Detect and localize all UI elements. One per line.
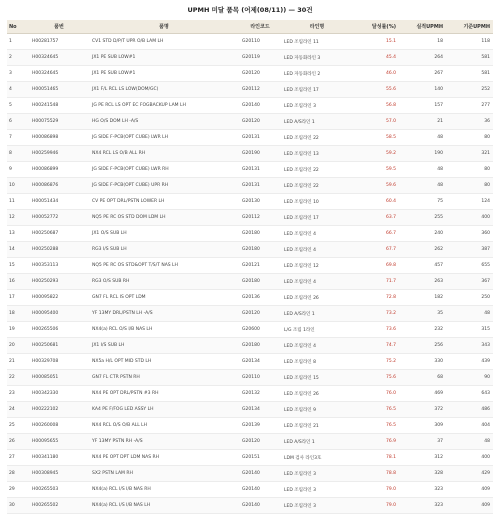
- part-number-cell: H00086899: [29, 162, 89, 178]
- table-row[interactable]: [7, 466, 493, 482]
- row-no-cell: 4: [7, 82, 29, 98]
- part-name-cell: JX1 I/S SUB LH: [89, 338, 239, 354]
- standard-upmh-cell: 252: [446, 82, 493, 98]
- standard-upmh-cell: 80: [446, 178, 493, 194]
- line-name-cell: LED 조립라인 3: [281, 466, 353, 482]
- line-code-cell: G20139: [239, 418, 281, 434]
- row-no-cell: 3: [7, 66, 29, 82]
- row-no-cell: 11: [7, 194, 29, 210]
- achievement-rate-cell: 78.1: [353, 450, 399, 466]
- line-name-cell: LED 조립라인 3: [281, 98, 353, 114]
- line-name-cell: LED 조립라인 22: [281, 162, 353, 178]
- achievement-rate-cell: 59.2: [353, 146, 399, 162]
- line-name-cell: LED 조립라인 22: [281, 178, 353, 194]
- table-row[interactable]: [7, 82, 493, 98]
- line-code-cell: G20112: [239, 210, 281, 226]
- line-code-cell: G20131: [239, 130, 281, 146]
- line-name-cell: LED 조립라인 21: [281, 418, 353, 434]
- part-name-cell: NQ5 PE RC OS STD&OPT T/S/T NAS LH: [89, 258, 239, 274]
- standard-upmh-cell: 250: [446, 290, 493, 306]
- table-row[interactable]: [7, 354, 493, 370]
- table-row[interactable]: [7, 146, 493, 162]
- line-name-cell: LED 조립라인 10: [281, 194, 353, 210]
- table-row[interactable]: [7, 34, 493, 50]
- part-name-cell: JG SIDE F-PCB(OPT CUBE) LWR LH: [89, 130, 239, 146]
- actual-upmh-cell: 469: [399, 386, 446, 402]
- actual-upmh-cell: 190: [399, 146, 446, 162]
- row-no-cell: 8: [7, 146, 29, 162]
- line-name-cell: LED 조립라인 15: [281, 370, 353, 386]
- line-name-cell: LED 조립라인 9: [281, 402, 353, 418]
- row-no-cell: 20: [7, 338, 29, 354]
- line-name-cell: LED A/S라인 1: [281, 434, 353, 450]
- line-name-cell: LED 조립라인 4: [281, 274, 353, 290]
- line-code-cell: G20131: [239, 178, 281, 194]
- row-no-cell: 9: [7, 162, 29, 178]
- part-number-cell: H00250681: [29, 338, 89, 354]
- achievement-rate-cell: 79.0: [353, 498, 399, 514]
- table-row[interactable]: [7, 450, 493, 466]
- achievement-rate-cell: 76.9: [353, 434, 399, 450]
- line-name-cell: LED 조립라인 13: [281, 146, 353, 162]
- table-row[interactable]: [7, 482, 493, 498]
- achievement-rate-cell: 76.0: [353, 386, 399, 402]
- standard-upmh-cell: 439: [446, 354, 493, 370]
- achievement-rate-cell: 57.0: [353, 114, 399, 130]
- line-code-cell: G20151: [239, 450, 281, 466]
- part-number-cell: H00324645: [29, 50, 89, 66]
- part-name-cell: CV PE OPT DRL/PSTN LOWER LH: [89, 194, 239, 210]
- actual-upmh-cell: 372: [399, 402, 446, 418]
- standard-upmh-cell: 387: [446, 242, 493, 258]
- actual-upmh-cell: 262: [399, 242, 446, 258]
- standard-upmh-cell: 400: [446, 450, 493, 466]
- part-name-cell: NX4(a) RCL I/S I/B NAS LH: [89, 498, 239, 514]
- part-name-cell: RG3 O/S SUB RH: [89, 274, 239, 290]
- standard-upmh-cell: 48: [446, 434, 493, 450]
- row-no-cell: 13: [7, 226, 29, 242]
- actual-upmh-cell: 75: [399, 194, 446, 210]
- achievement-rate-cell: 71.7: [353, 274, 399, 290]
- standard-upmh-cell: 409: [446, 498, 493, 514]
- line-code-cell: G20110: [239, 34, 281, 50]
- part-number-cell: H00250288: [29, 242, 89, 258]
- line-name-cell: LED 조립라인 3: [281, 482, 353, 498]
- col-header-part-name[interactable]: 품명: [89, 20, 239, 34]
- line-code-cell: G20130: [239, 194, 281, 210]
- part-name-cell: JG SIDE F-PCB(OPT CUBE) LWR RH: [89, 162, 239, 178]
- actual-upmh-cell: 323: [399, 498, 446, 514]
- standard-upmh-cell: 409: [446, 482, 493, 498]
- col-header-part-number[interactable]: 품번: [29, 20, 89, 34]
- part-number-cell: H00341180: [29, 450, 89, 466]
- line-code-cell: G20140: [239, 482, 281, 498]
- actual-upmh-cell: 263: [399, 274, 446, 290]
- part-number-cell: H00095822: [29, 290, 89, 306]
- table-row[interactable]: [7, 418, 493, 434]
- part-name-cell: GN7 FL RCL IS OPT LDM: [89, 290, 239, 306]
- table-row[interactable]: [7, 274, 493, 290]
- row-no-cell: 1: [7, 34, 29, 50]
- standard-upmh-cell: 48: [446, 306, 493, 322]
- line-name-cell: LED A/S라인 1: [281, 114, 353, 130]
- row-no-cell: 23: [7, 386, 29, 402]
- table-row[interactable]: [7, 402, 493, 418]
- standard-upmh-cell: 90: [446, 370, 493, 386]
- part-number-cell: H00324645: [29, 66, 89, 82]
- part-number-cell: H00241548: [29, 98, 89, 114]
- col-header-no[interactable]: No: [7, 20, 29, 34]
- achievement-rate-cell: 56.8: [353, 98, 399, 114]
- table-row[interactable]: [7, 498, 493, 514]
- achievement-rate-cell: 63.7: [353, 210, 399, 226]
- table-row[interactable]: [7, 290, 493, 306]
- table-row[interactable]: [7, 114, 493, 130]
- actual-upmh-cell: 157: [399, 98, 446, 114]
- col-header-actual-upmh[interactable]: 실적UPMH: [399, 20, 446, 34]
- achievement-rate-cell: 69.8: [353, 258, 399, 274]
- line-name-cell: LED 조립라인 17: [281, 82, 353, 98]
- part-name-cell: JX1 PE SUB LOW#1: [89, 66, 239, 82]
- standard-upmh-cell: 429: [446, 466, 493, 482]
- row-no-cell: 2: [7, 50, 29, 66]
- standard-upmh-cell: 277: [446, 98, 493, 114]
- part-name-cell: NX4 RCL O/S O/B ALL LH: [89, 418, 239, 434]
- standard-upmh-cell: 581: [446, 50, 493, 66]
- line-name-cell: LED 조립라인 4: [281, 338, 353, 354]
- table-header-row: [7, 20, 493, 34]
- line-code-cell: G20600: [239, 322, 281, 338]
- line-code-cell: G20121: [239, 258, 281, 274]
- table-row[interactable]: [7, 306, 493, 322]
- table-row[interactable]: [7, 386, 493, 402]
- part-name-cell: NX5a H/L OPT MID STD LH: [89, 354, 239, 370]
- line-code-cell: G20119: [239, 50, 281, 66]
- actual-upmh-cell: 240: [399, 226, 446, 242]
- actual-upmh-cell: 140: [399, 82, 446, 98]
- line-name-cell: LED 조립라인 4: [281, 226, 353, 242]
- actual-upmh-cell: 323: [399, 482, 446, 498]
- standard-upmh-cell: 581: [446, 66, 493, 82]
- part-number-cell: H00260008: [29, 418, 89, 434]
- line-code-cell: G20190: [239, 146, 281, 162]
- table-row[interactable]: [7, 370, 493, 386]
- part-name-cell: JG PE RCL LS OPT EC FOGBACKUP LAM LH: [89, 98, 239, 114]
- part-number-cell: H00086876: [29, 178, 89, 194]
- line-code-cell: G20134: [239, 354, 281, 370]
- row-no-cell: 22: [7, 370, 29, 386]
- standard-upmh-cell: 655: [446, 258, 493, 274]
- part-name-cell: KA4 PE F/FOG LED ASSY LH: [89, 402, 239, 418]
- part-number-cell: H00281757: [29, 34, 89, 50]
- part-name-cell: NX4(a) RCL I/S I/B NAS RH: [89, 482, 239, 498]
- part-number-cell: H00353113: [29, 258, 89, 274]
- standard-upmh-cell: 80: [446, 162, 493, 178]
- line-name-cell: LED 조립라인 12: [281, 258, 353, 274]
- achievement-rate-cell: 78.8: [353, 466, 399, 482]
- row-no-cell: 29: [7, 482, 29, 498]
- part-name-cell: HG O/S DOM LH -A/S: [89, 114, 239, 130]
- line-code-cell: G20136: [239, 290, 281, 306]
- line-code-cell: G20110: [239, 370, 281, 386]
- line-name-cell: LDM 검사 라인3호: [281, 450, 353, 466]
- standard-upmh-cell: 367: [446, 274, 493, 290]
- part-number-cell: H00342330: [29, 386, 89, 402]
- table-row[interactable]: [7, 98, 493, 114]
- line-name-cell: LED A/S라인 1: [281, 306, 353, 322]
- row-no-cell: 26: [7, 434, 29, 450]
- line-code-cell: G20112: [239, 82, 281, 98]
- actual-upmh-cell: 312: [399, 450, 446, 466]
- achievement-rate-cell: 58.5: [353, 130, 399, 146]
- part-name-cell: JX1 F/L RCL LS LOW(DOM/GC): [89, 82, 239, 98]
- achievement-rate-cell: 67.7: [353, 242, 399, 258]
- part-number-cell: H00265506: [29, 322, 89, 338]
- line-name-cell: LED 조립라인 17: [281, 210, 353, 226]
- actual-upmh-cell: 48: [399, 130, 446, 146]
- row-no-cell: 16: [7, 274, 29, 290]
- table-row[interactable]: [7, 50, 493, 66]
- achievement-rate-cell: 76.5: [353, 402, 399, 418]
- standard-upmh-cell: 80: [446, 130, 493, 146]
- row-no-cell: 14: [7, 242, 29, 258]
- row-no-cell: 10: [7, 178, 29, 194]
- line-name-cell: LED 조립라인 8: [281, 354, 353, 370]
- part-name-cell: GN7 FL CTR PSTN RH: [89, 370, 239, 386]
- line-name-cell: LED 조립라인 4: [281, 242, 353, 258]
- part-number-cell: H00259946: [29, 146, 89, 162]
- table-row[interactable]: [7, 226, 493, 242]
- line-code-cell: G20131: [239, 162, 281, 178]
- col-header-line-code[interactable]: 라인코드: [239, 20, 281, 34]
- table-row[interactable]: [7, 322, 493, 338]
- part-number-cell: H00075529: [29, 114, 89, 130]
- standard-upmh-cell: 400: [446, 210, 493, 226]
- standard-upmh-cell: 643: [446, 386, 493, 402]
- col-header-line-name[interactable]: 라인명: [281, 20, 353, 34]
- part-number-cell: H00265503: [29, 482, 89, 498]
- row-no-cell: 7: [7, 130, 29, 146]
- standard-upmh-cell: 315: [446, 322, 493, 338]
- part-number-cell: H00308945: [29, 466, 89, 482]
- row-no-cell: 21: [7, 354, 29, 370]
- part-number-cell: H00250687: [29, 226, 89, 242]
- table-row[interactable]: [7, 338, 493, 354]
- achievement-rate-cell: 73.2: [353, 306, 399, 322]
- actual-upmh-cell: 37: [399, 434, 446, 450]
- achievement-rate-cell: 75.6: [353, 370, 399, 386]
- actual-upmh-cell: 267: [399, 66, 446, 82]
- achievement-rate-cell: 74.7: [353, 338, 399, 354]
- line-name-cell: L/G 조립 1라인: [281, 322, 353, 338]
- line-code-cell: G20180: [239, 242, 281, 258]
- row-no-cell: 30: [7, 498, 29, 514]
- actual-upmh-cell: 182: [399, 290, 446, 306]
- actual-upmh-cell: 256: [399, 338, 446, 354]
- part-name-cell: YF 13MY DRL/PSTN LH -A/S: [89, 306, 239, 322]
- standard-upmh-cell: 36: [446, 114, 493, 130]
- row-no-cell: 24: [7, 402, 29, 418]
- actual-upmh-cell: 264: [399, 50, 446, 66]
- part-number-cell: H00265502: [29, 498, 89, 514]
- standard-upmh-cell: 486: [446, 402, 493, 418]
- actual-upmh-cell: 457: [399, 258, 446, 274]
- row-no-cell: 18: [7, 306, 29, 322]
- part-number-cell: H00051434: [29, 194, 89, 210]
- achievement-rate-cell: 60.4: [353, 194, 399, 210]
- line-code-cell: G20140: [239, 98, 281, 114]
- actual-upmh-cell: 330: [399, 354, 446, 370]
- line-code-cell: G20120: [239, 434, 281, 450]
- line-code-cell: G20132: [239, 386, 281, 402]
- table-row[interactable]: [7, 210, 493, 226]
- row-no-cell: 15: [7, 258, 29, 274]
- line-name-cell: LED 조립라인 11: [281, 34, 353, 50]
- line-name-cell: LED 조립라인 22: [281, 130, 353, 146]
- standard-upmh-cell: 343: [446, 338, 493, 354]
- table-row[interactable]: [7, 162, 493, 178]
- achievement-rate-cell: 73.6: [353, 322, 399, 338]
- row-no-cell: 25: [7, 418, 29, 434]
- row-no-cell: 5: [7, 98, 29, 114]
- achievement-rate-cell: 45.4: [353, 50, 399, 66]
- row-no-cell: 28: [7, 466, 29, 482]
- row-no-cell: 17: [7, 290, 29, 306]
- part-name-cell: YF 13MY PSTN RH -A/S: [89, 434, 239, 450]
- part-number-cell: H00052772: [29, 210, 89, 226]
- part-number-cell: H00250293: [29, 274, 89, 290]
- actual-upmh-cell: 328: [399, 466, 446, 482]
- part-name-cell: JX1 PE SUB LOW#1: [89, 50, 239, 66]
- line-name-cell: LED 자동화라인 3: [281, 50, 353, 66]
- col-header-achievement-rate[interactable]: 달성률(%): [353, 20, 399, 34]
- actual-upmh-cell: 309: [399, 418, 446, 434]
- line-code-cell: G20180: [239, 338, 281, 354]
- table-row[interactable]: [7, 434, 493, 450]
- line-name-cell: LED 조립라인 26: [281, 386, 353, 402]
- page-title: UPMH 미달 품목 (어제(08/11)) — 30건: [187, 6, 313, 14]
- actual-upmh-cell: 35: [399, 306, 446, 322]
- upmh-table: [7, 20, 493, 514]
- table-row[interactable]: [7, 242, 493, 258]
- table-row[interactable]: [7, 194, 493, 210]
- line-name-cell: LED 조립라인 26: [281, 290, 353, 306]
- row-no-cell: 12: [7, 210, 29, 226]
- achievement-rate-cell: 75.2: [353, 354, 399, 370]
- achievement-rate-cell: 79.0: [353, 482, 399, 498]
- standard-upmh-cell: 360: [446, 226, 493, 242]
- part-number-cell: H00095400: [29, 306, 89, 322]
- row-no-cell: 19: [7, 322, 29, 338]
- actual-upmh-cell: 232: [399, 322, 446, 338]
- part-name-cell: JX1 O/S SUB LH: [89, 226, 239, 242]
- achievement-rate-cell: 59.6: [353, 178, 399, 194]
- standard-upmh-cell: 321: [446, 146, 493, 162]
- part-number-cell: H00329708: [29, 354, 89, 370]
- line-code-cell: G20140: [239, 498, 281, 514]
- part-name-cell: JG SIDE F-PCB(OPT CUBE) UPR RH: [89, 178, 239, 194]
- table-row[interactable]: [7, 130, 493, 146]
- table-row[interactable]: [7, 66, 493, 82]
- line-code-cell: G20134: [239, 402, 281, 418]
- col-header-standard-upmh[interactable]: 기준UPMH: [446, 20, 493, 34]
- achievement-rate-cell: 15.1: [353, 34, 399, 50]
- line-code-cell: G20180: [239, 274, 281, 290]
- achievement-rate-cell: 55.6: [353, 82, 399, 98]
- part-number-cell: H00086898: [29, 130, 89, 146]
- part-name-cell: SX2 PSTN LAM RH: [89, 466, 239, 482]
- line-code-cell: G20180: [239, 226, 281, 242]
- part-name-cell: NX4 PE OPT DRL/PSTN #3 RH: [89, 386, 239, 402]
- achievement-rate-cell: 59.5: [353, 162, 399, 178]
- line-code-cell: G20120: [239, 66, 281, 82]
- standard-upmh-cell: 124: [446, 194, 493, 210]
- line-name-cell: LED 자동화라인 2: [281, 66, 353, 82]
- table-row[interactable]: [7, 178, 493, 194]
- actual-upmh-cell: 68: [399, 370, 446, 386]
- standard-upmh-cell: 404: [446, 418, 493, 434]
- row-no-cell: 27: [7, 450, 29, 466]
- actual-upmh-cell: 21: [399, 114, 446, 130]
- table-row[interactable]: [7, 258, 493, 274]
- actual-upmh-cell: 48: [399, 162, 446, 178]
- actual-upmh-cell: 48: [399, 178, 446, 194]
- part-number-cell: H00222102: [29, 402, 89, 418]
- actual-upmh-cell: 255: [399, 210, 446, 226]
- part-number-cell: H00085051: [29, 370, 89, 386]
- achievement-rate-cell: 76.5: [353, 418, 399, 434]
- line-name-cell: LED 조립라인 3: [281, 498, 353, 514]
- part-name-cell: RG3 I/S SUB LH: [89, 242, 239, 258]
- line-code-cell: G20140: [239, 466, 281, 482]
- part-number-cell: H00051465: [29, 82, 89, 98]
- part-number-cell: H00095655: [29, 434, 89, 450]
- part-name-cell: NQ5 PE RC OS STD DOM LDM LH: [89, 210, 239, 226]
- part-name-cell: NX4 PE OPT DPT LDM NAS RH: [89, 450, 239, 466]
- standard-upmh-cell: 118: [446, 34, 493, 50]
- row-no-cell: 6: [7, 114, 29, 130]
- actual-upmh-cell: 18: [399, 34, 446, 50]
- part-name-cell: NX4(a) RCL O/S I/B NAS LH: [89, 322, 239, 338]
- achievement-rate-cell: 66.7: [353, 226, 399, 242]
- achievement-rate-cell: 46.0: [353, 66, 399, 82]
- part-name-cell: CV1 STD D/P/T UPR O/B LAM LH: [89, 34, 239, 50]
- line-code-cell: G20120: [239, 306, 281, 322]
- line-code-cell: G20120: [239, 114, 281, 130]
- part-name-cell: NX4 RCL LS O/B ALL RH: [89, 146, 239, 162]
- achievement-rate-cell: 72.8: [353, 290, 399, 306]
